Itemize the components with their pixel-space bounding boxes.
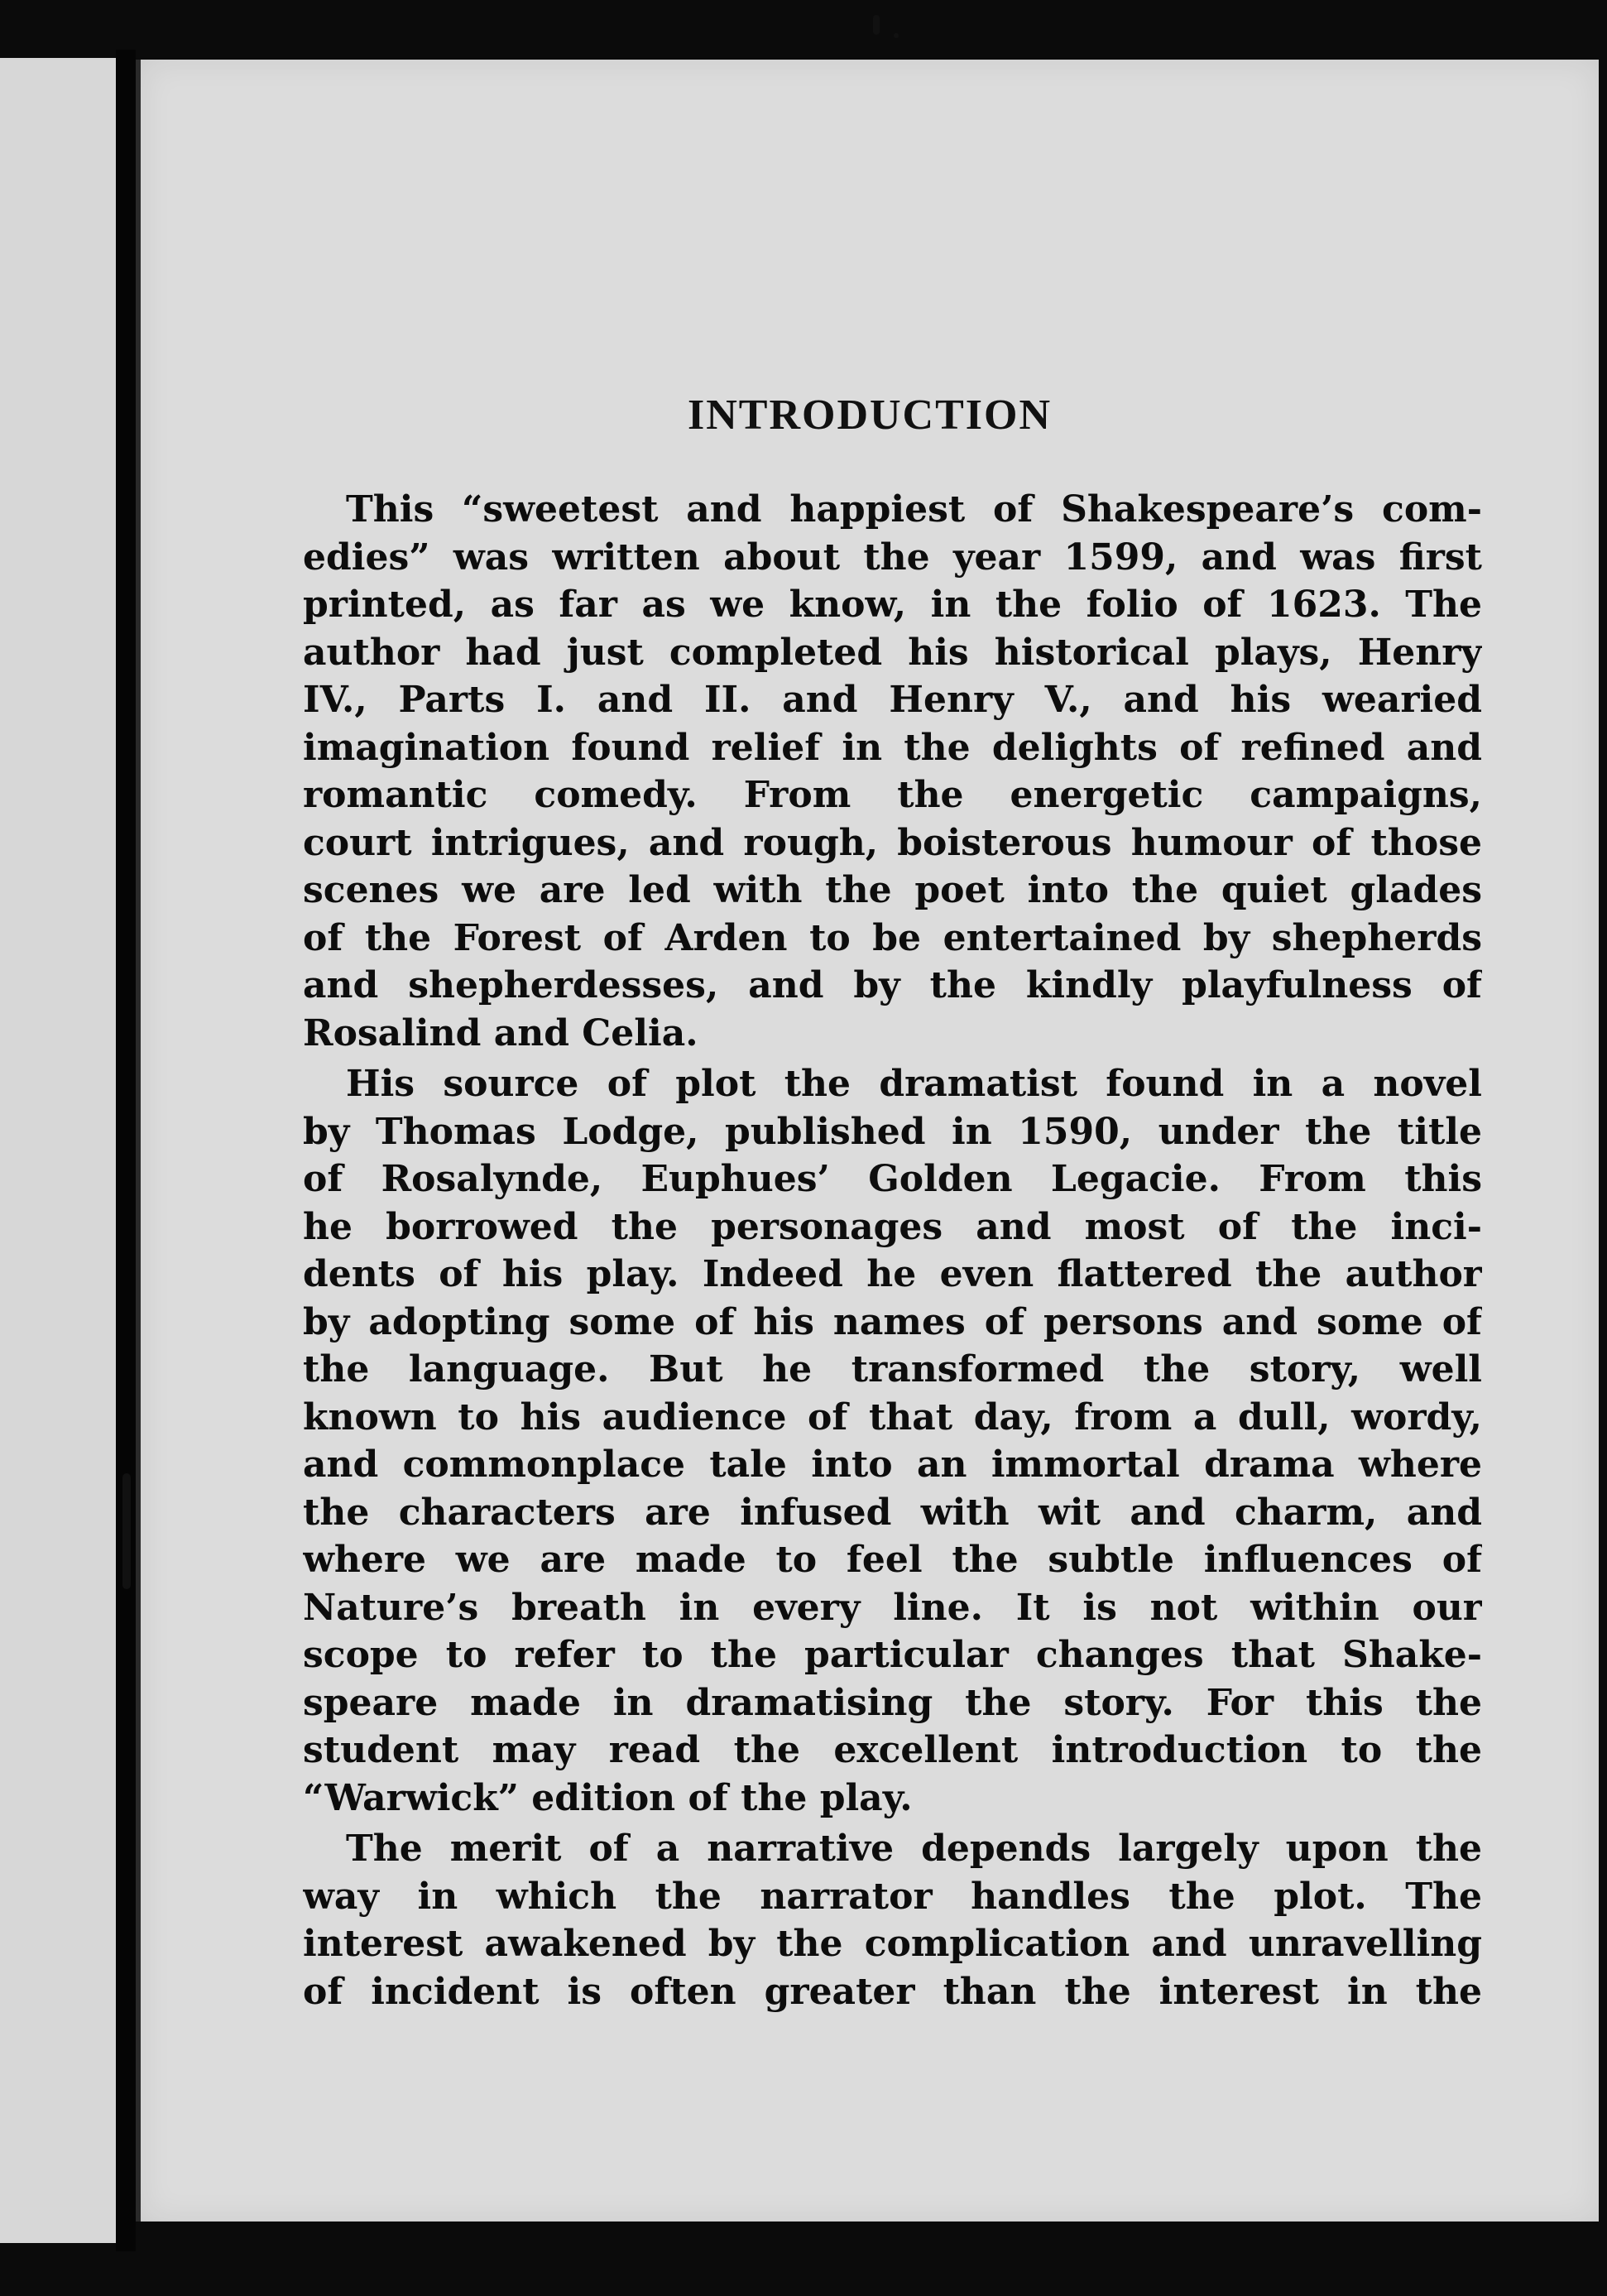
scan-speck bbox=[894, 33, 899, 38]
text-line: dents of his play. Indeed he even flattered the author bbox=[303, 1253, 1482, 1295]
paragraph-3 bbox=[303, 1825, 1482, 2015]
text-line: of incident is often greater than the interest in the bbox=[303, 1970, 1482, 2013]
text-line: by adopting some of his names of persons and some of bbox=[303, 1300, 1482, 1343]
text-line: where we are made to feel the subtle influences of bbox=[303, 1539, 1482, 1581]
text-line: and shepherdesses, and by the kindly playfulness of bbox=[303, 964, 1482, 1006]
text-line: of the Forest of Arden to be entertained by shepherds bbox=[303, 916, 1482, 959]
text-line: IV., Parts I. and II. and Henry V., and his wearied bbox=[303, 679, 1482, 721]
left-page-edge bbox=[0, 58, 116, 2243]
text-line: the characters are infused with wit and charm, and bbox=[303, 1491, 1482, 1534]
text-line: scenes we are led with the poet into the quiet glades bbox=[303, 869, 1482, 911]
body-text bbox=[303, 486, 1482, 2015]
text-line: “Warwick” edition of the play. bbox=[303, 1776, 913, 1819]
text-line: he borrowed the personages and most of the inci- bbox=[303, 1205, 1482, 1248]
text-line: Nature’s breath in every line. It is not within our bbox=[303, 1586, 1482, 1629]
text-line: edies” was written about the year 1599, and was first bbox=[303, 536, 1482, 579]
text-line: author had just completed his historical plays, Henry bbox=[303, 631, 1482, 674]
text-line: of Rosalynde, Euphues’ Golden Legacie. From this bbox=[303, 1158, 1482, 1200]
text-line: His source of plot the dramatist found in a novel bbox=[346, 1063, 1482, 1105]
page-gutter bbox=[116, 50, 136, 2251]
page-heading: INTRODUCTION bbox=[687, 391, 1053, 439]
text-line: speare made in dramatising the story. For this the bbox=[303, 1681, 1482, 1724]
scan-speck bbox=[873, 15, 880, 35]
text-line: The merit of a narrative depends largely upon the bbox=[346, 1828, 1482, 1870]
text-line: Rosalind and Celia. bbox=[303, 1011, 698, 1054]
text-line: by Thomas Lodge, published in 1590, under the title bbox=[303, 1110, 1482, 1153]
text-line: way in which the narrator handles the plot. The bbox=[303, 1875, 1482, 1918]
text-line: court intrigues, and rough, boisterous humour of those bbox=[303, 821, 1482, 864]
scan-speck bbox=[122, 1473, 131, 1589]
text-line: romantic comedy. From the energetic campaigns, bbox=[303, 774, 1482, 816]
text-line: and commonplace tale into an immortal drama where bbox=[303, 1443, 1482, 1486]
text-line: interest awakened by the complication and unravelling bbox=[303, 1923, 1482, 1965]
paragraph-1 bbox=[303, 486, 1482, 1057]
text-line: student may read the excellent introduction to the bbox=[303, 1729, 1482, 1771]
text-line: known to his audience of that day, from a dull, wordy, bbox=[303, 1395, 1482, 1439]
text-line: printed, as far as we know, in the folio of 1623. The bbox=[303, 584, 1482, 626]
text-line: This “sweetest and happiest of Shakespeare’s com- bbox=[346, 488, 1482, 531]
book-page bbox=[136, 60, 1599, 2222]
text-line: imagination found relief in the delights of refined and bbox=[303, 726, 1482, 769]
paragraph-2 bbox=[303, 1060, 1482, 1822]
text-line: scope to refer to the particular changes that Shake- bbox=[303, 1634, 1482, 1676]
text-line: the language. But he transformed the story, well bbox=[303, 1348, 1482, 1391]
